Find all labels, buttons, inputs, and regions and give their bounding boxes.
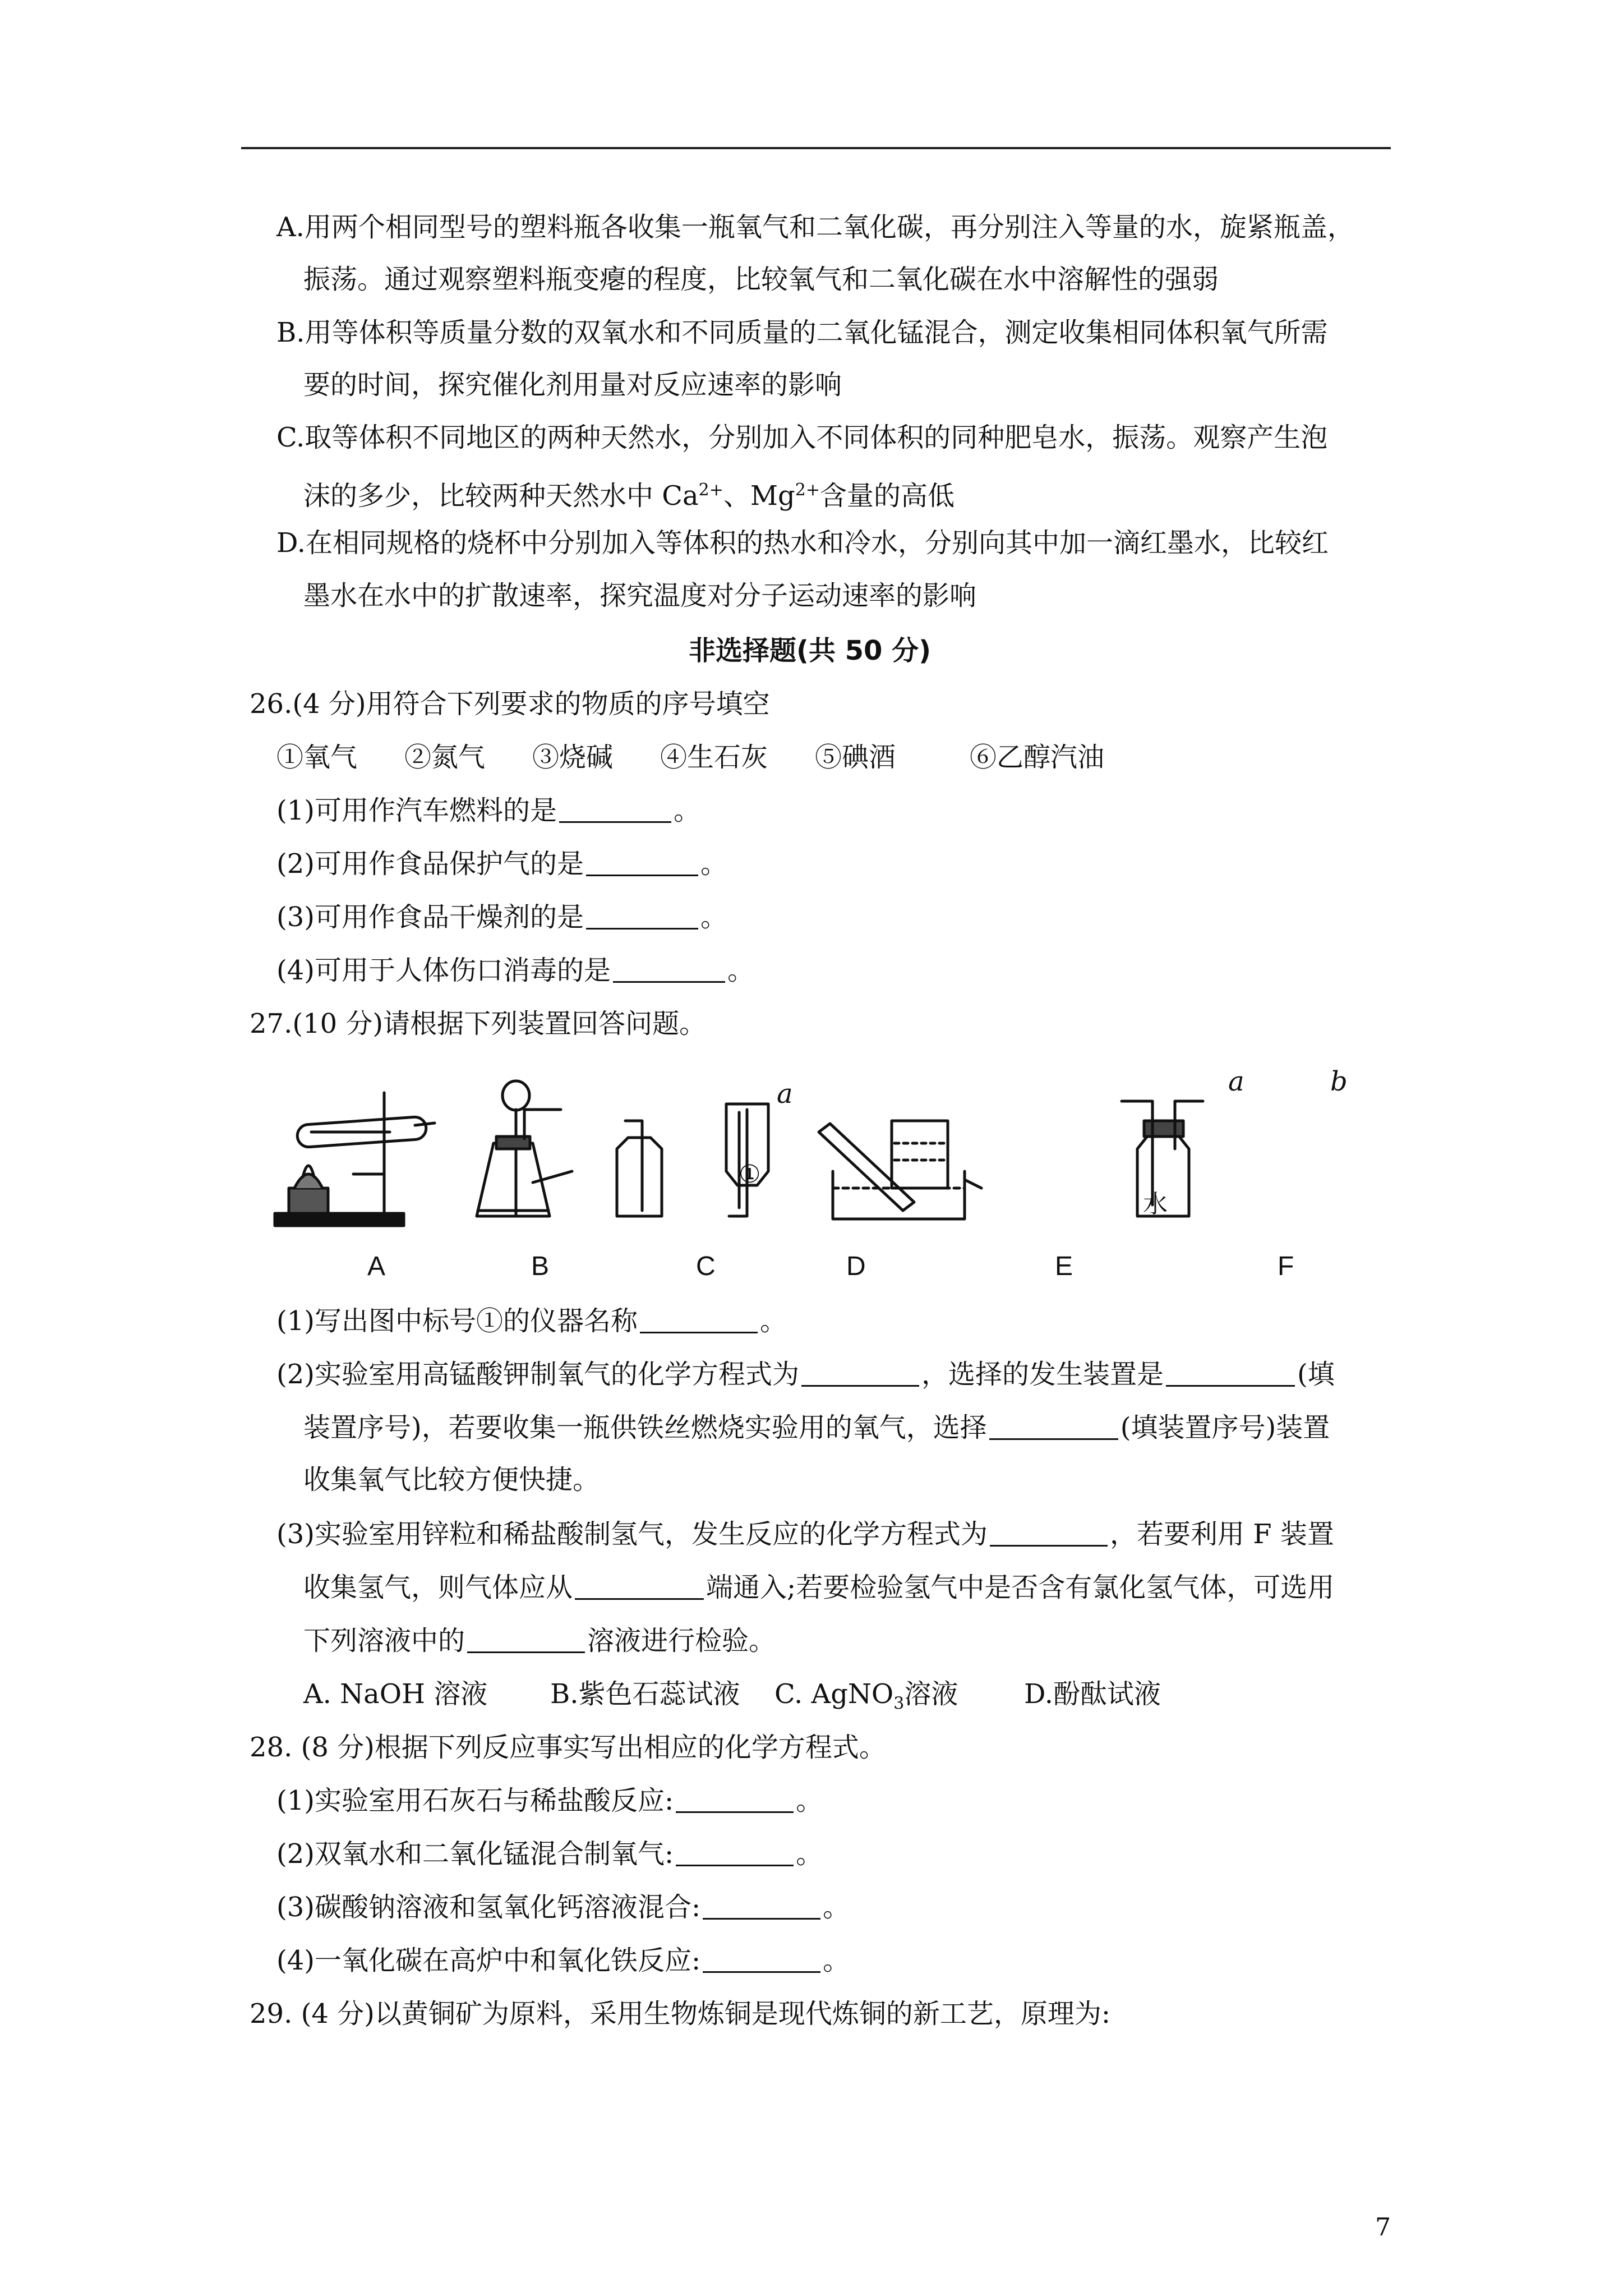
q26-sub-1: (1)可用作汽车燃料的是 。 (276, 795, 701, 826)
apparatus-diagram (269, 1076, 1368, 1289)
q26-choice-5: ⑤碘酒 (815, 742, 896, 773)
label-apparatus-f: F (1278, 1251, 1294, 1281)
q27-s1: (1)写出图中标号①的仪器名称 。 (276, 1305, 787, 1337)
q28-stem: 28. (8 分)根据下列反应事实写出相应的化学方程式。 (250, 1732, 886, 1763)
q28-sub-3: (3)碳酸钠溶液和氢氧化钙溶液混合: 。 (276, 1892, 850, 1923)
q27-s3-options (303, 1677, 1161, 1721)
q27-opt-b: B.紫色石蕊试液 (550, 1678, 740, 1710)
option-c-line-1: C.取等体积不同地区的两种天然水，分别加入不同体积的同种肥皂水，振荡。观察产生泡 (276, 422, 1328, 453)
option-d-line-1: D.在相同规格的烧杯中分别加入等体积的热水和冷水，分别向其中加一滴红墨水，比较红 (276, 527, 1329, 559)
page-number: 7 (1375, 2213, 1391, 2242)
q26-sub-4: (4)可用于人体伤口消毒的是 。 (276, 955, 755, 986)
apparatus-c (617, 1121, 662, 1216)
label-b-f: b (1330, 1066, 1348, 1097)
q27-s3-line-3: 下列溶液中的 溶液进行检验。 (303, 1625, 776, 1657)
q27-s2-line-2: 装置序号)，若要收集一瓶供铁丝燃烧实验用的氧气，选择 (填装置序号)装置 (303, 1412, 1330, 1443)
option-b-line-2: 要的时间，探究催化剂用量对反应速率的影响 (303, 369, 842, 401)
answer-blank[interactable] (586, 903, 698, 930)
q27-stem: 27.(10 分)请根据下列装置回答问题。 (250, 1008, 707, 1039)
option-a-line-1: A.用两个相同型号的塑料瓶各收集一瓶氧气和二氧化碳，再分别注入等量的水，旋紧瓶盖， (276, 211, 1354, 243)
apparatus-e (819, 1121, 981, 1219)
label-a-f: a (1228, 1066, 1244, 1097)
header-rule (241, 147, 1391, 149)
q29-stem: 29. (4 分)以黄铜矿为原料，采用生物炼铜是现代炼铜的新工艺，原理为: (250, 1998, 1111, 2030)
answer-blank[interactable] (586, 850, 698, 876)
section-title: 非选择题(共 50 分) (689, 635, 932, 666)
option-d-line-2: 墨水在水中的扩散速率，探究温度对分子运动速率的影响 (303, 580, 977, 611)
answer-blank[interactable] (559, 797, 671, 823)
answer-blank[interactable] (676, 1787, 794, 1813)
q26-choice-6: ⑥乙醇汽油 (970, 742, 1105, 773)
q28-sub-4: (4)一氧化碳在高炉中和氧化铁反应: 。 (276, 1945, 850, 1976)
q26-choice-4: ④生石灰 (660, 742, 768, 773)
label-apparatus-b: B (531, 1251, 550, 1281)
q26-sub-2: (2)可用作食品保护气的是 。 (276, 848, 728, 880)
apparatus-a (275, 1093, 435, 1226)
label-apparatus-d: D (846, 1251, 866, 1281)
answer-blank[interactable] (467, 1627, 585, 1653)
q27-s2-line-1: (2)实验室用高锰酸钾制氧气的化学方程式为 ，选择的发生装置是 (填 (276, 1359, 1335, 1390)
option-c-line-2: 沫的多少，比较两种天然水中 $Ca^{2+}$、$Mg^{2+}$含量的高低 (303, 480, 955, 512)
q28-sub-1: (1)实验室用石灰石与稀盐酸反应: 。 (276, 1785, 823, 1816)
answer-blank[interactable] (1166, 1360, 1295, 1387)
answer-blank[interactable] (640, 1307, 758, 1333)
q26-choice-1: ①氧气 (276, 742, 358, 773)
option-a-line-2: 振荡。通过观察塑料瓶变瘪的程度，比较氧气和二氧化碳在水中溶解性的强弱 (303, 264, 1219, 295)
q28-sub-2: (2)双氧水和二氧化锰混合制氧气: 。 (276, 1838, 823, 1870)
label-water: 水 (1143, 1190, 1168, 1218)
q27-opt-d: D.酚酞试液 (1024, 1678, 1161, 1710)
q26-choice-3: ③烧碱 (532, 742, 614, 773)
answer-blank[interactable] (575, 1573, 704, 1600)
answer-blank[interactable] (989, 1414, 1118, 1440)
label-apparatus-c: C (696, 1251, 716, 1281)
label-apparatus-a: A (367, 1251, 386, 1281)
q26-choice-2: ②氮气 (404, 742, 486, 773)
q27-s3-line-1: (3)实验室用锌粒和稀盐酸制氢气，发生反应的化学方程式为 ，若要利用 F 装置 (276, 1519, 1334, 1550)
answer-blank[interactable] (801, 1360, 919, 1387)
q26-sub-3: (3)可用作食品干燥剂的是 。 (276, 901, 728, 933)
label-apparatus-e: E (1055, 1251, 1073, 1281)
q27-s3-line-2: 收集氢气，则气体应从 端通入;若要检验氢气中是否含有氯化氢气体，可选用 (303, 1572, 1335, 1603)
q27-opt-c: C. AgNO$_3$溶液 (774, 1678, 958, 1714)
option-b-line-1: B.用等体积等质量分数的双氧水和不同质量的二氧化锰混合，测定收集相同体积氧气所需 (276, 317, 1328, 348)
apparatus-b (477, 1081, 572, 1216)
answer-blank[interactable] (703, 1947, 820, 1973)
q26-choices (276, 740, 1104, 774)
answer-blank[interactable] (613, 956, 725, 983)
answer-blank[interactable] (676, 1840, 794, 1866)
marker-1: ① (739, 1160, 761, 1189)
q27-s2-line-3: 收集氧气比较方便快捷。 (303, 1464, 600, 1496)
q26-stem: 26.(4 分)用符合下列要求的物质的序号填空 (250, 688, 770, 720)
q27-opt-a: A. NaOH 溶液 (303, 1678, 488, 1710)
label-a-d: a (777, 1078, 793, 1110)
answer-blank[interactable] (703, 1893, 820, 1920)
answer-blank[interactable] (990, 1520, 1108, 1547)
